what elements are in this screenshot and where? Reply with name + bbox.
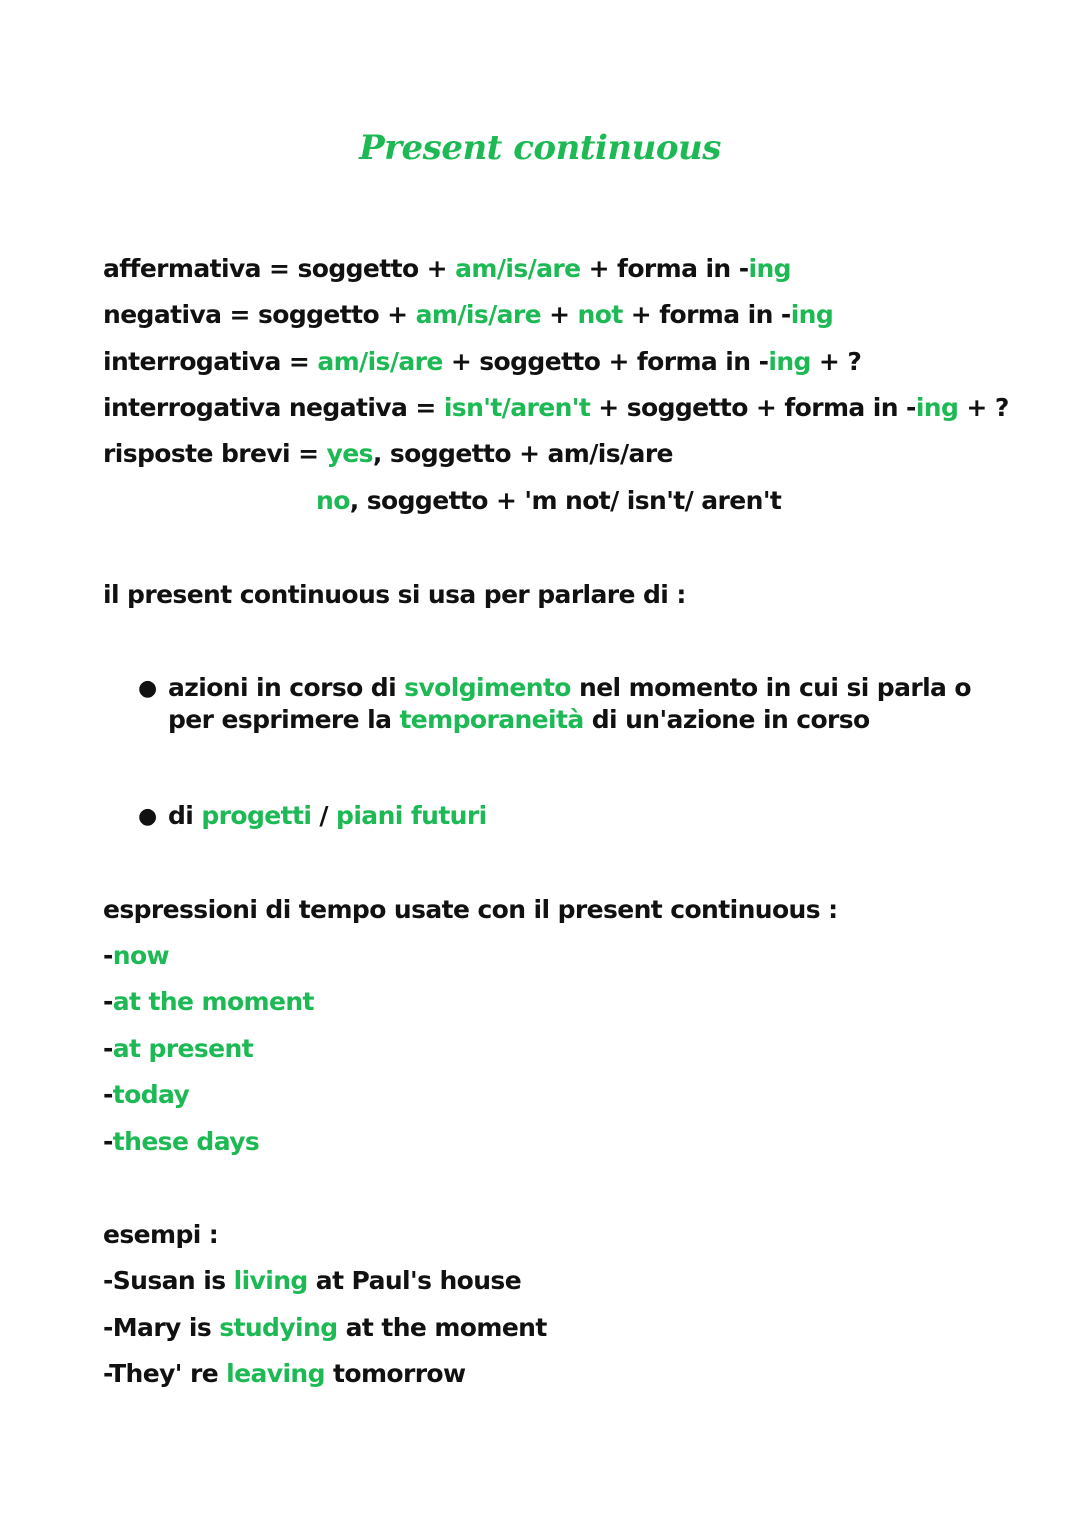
highlight: today: [112, 1080, 190, 1109]
highlight: am/is/are: [415, 300, 541, 329]
expression-item: -now: [103, 941, 170, 970]
example-item: [103, 1311, 547, 1345]
formula-affermativa: [103, 252, 791, 286]
highlight: yes: [326, 439, 373, 468]
formula-text: , soggetto + 'm not/ isn't/ aren't: [349, 486, 782, 515]
highlight: am/is/are: [317, 347, 443, 376]
formula-text: interrogativa negativa =: [103, 393, 444, 422]
expression-item: -at the moment: [103, 987, 314, 1016]
example-text: -They' re: [103, 1359, 227, 1388]
highlight: svolgimento: [404, 673, 571, 702]
formula-interrogativa-negativa: [103, 391, 1009, 425]
example-text: -Mary is: [103, 1313, 220, 1342]
bullet-dot: ●: [138, 804, 158, 829]
formula-text: +: [540, 300, 578, 329]
formula-risposte-no: [316, 484, 781, 518]
highlight: isn't/aren't: [443, 393, 591, 422]
formula-text: affermativa = soggetto +: [103, 254, 456, 283]
formula-text: + ?: [958, 393, 1009, 422]
formula-text: + forma in -: [580, 254, 749, 283]
formula-text: + ?: [810, 347, 862, 376]
examples-heading: esempi :: [103, 1220, 219, 1249]
formula-text: negativa = soggetto +: [103, 300, 416, 329]
highlight: living: [233, 1266, 308, 1295]
highlight: at present: [112, 1034, 254, 1063]
highlight: at the moment: [112, 987, 314, 1016]
page-title: Present continuous: [359, 128, 721, 168]
example-item: [103, 1357, 466, 1391]
highlight: am/is/are: [455, 254, 581, 283]
highlight: ing: [748, 254, 791, 283]
formula-text: risposte brevi =: [103, 439, 327, 468]
expression-item: -at present: [103, 1034, 254, 1063]
formula-text: + soggetto + forma in -: [590, 393, 916, 422]
example-text: at Paul's house: [307, 1266, 522, 1295]
highlight: no: [316, 486, 350, 515]
example-item: [103, 1264, 521, 1298]
bullet-dot: ●: [138, 676, 158, 701]
bullet-text: /: [311, 801, 337, 830]
formula-interrogativa: [103, 345, 861, 379]
highlight: ing: [790, 300, 834, 329]
highlight: ing: [768, 347, 811, 376]
formula-text: interrogativa =: [103, 347, 318, 376]
highlight: these days: [112, 1127, 260, 1156]
highlight: studying: [219, 1313, 338, 1342]
usage-heading: il present continuous si usa per parlare di :: [103, 580, 686, 609]
bullet-text: azioni in corso di: [168, 673, 405, 702]
usage-bullet-1: [168, 672, 978, 736]
highlight: progetti: [201, 801, 312, 830]
expressions-heading: espressioni di tempo usate con il present continuous :: [103, 895, 838, 924]
formula-negativa: [103, 298, 833, 332]
usage-bullet-2: [168, 800, 978, 832]
example-text: -Susan is: [103, 1266, 234, 1295]
expression-item: -these days: [103, 1127, 260, 1156]
highlight: now: [112, 941, 170, 970]
formula-text: + soggetto + forma in -: [442, 347, 769, 376]
formula-text: + forma in -: [622, 300, 791, 329]
highlight: piani futuri: [336, 801, 487, 830]
example-text: at the moment: [337, 1313, 547, 1342]
example-text: tomorrow: [324, 1359, 466, 1388]
highlight: leaving: [226, 1359, 325, 1388]
bullet-text: nel momento in cui si parla o per esprimere la: [168, 673, 972, 734]
highlight: temporaneità: [399, 705, 584, 734]
bullet-text: di: [168, 801, 202, 830]
expression-item: -today: [103, 1080, 190, 1109]
formula-risposte-yes: [103, 437, 673, 471]
highlight: not: [577, 300, 623, 329]
highlight: ing: [915, 393, 959, 422]
bullet-text: di un'azione in corso: [583, 705, 870, 734]
formula-text: , soggetto + am/is/are: [372, 439, 673, 468]
